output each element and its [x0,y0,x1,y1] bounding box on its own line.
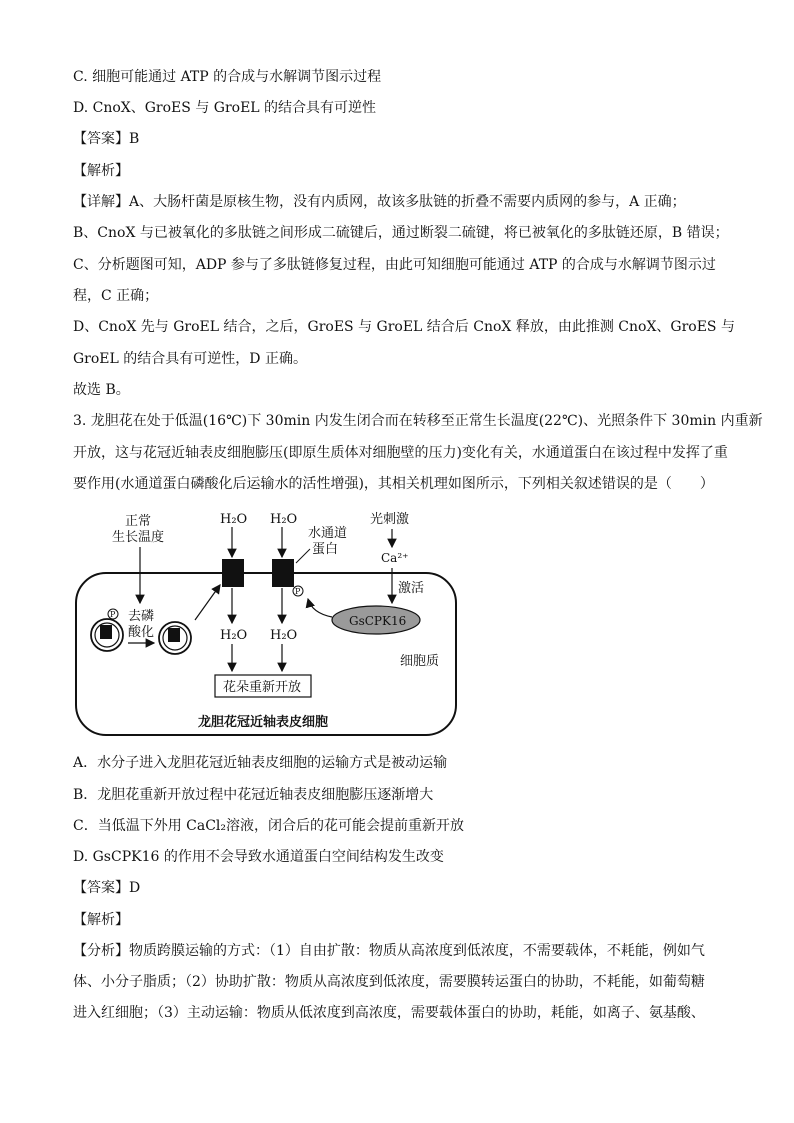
cell-membrane [76,573,456,735]
aquaporin-1 [222,559,244,587]
vesicle-dephosphorylated [159,622,191,654]
normal-temp-label-1: 正常 [125,514,152,529]
analysis-label-3: 【解析】 [73,912,129,928]
h2o-inner-1: H₂O [220,628,248,643]
phosphate-text-1: P [110,610,116,619]
detail-c-2: 程，C 正确； [73,288,159,304]
question-3-line-1: 3. 龙胆花在处于低温(16℃)下 30min 内发生闭合而在转移至正常生长温度(22℃)、光照条件下 30min 内重新 [73,413,763,429]
option-a: A．水分子进入龙胆花冠近轴表皮细胞的运输方式是被动运输 [73,755,448,771]
analysis-label-2: 【解析】 [73,163,129,179]
option-c: C．当低温下外用 CaCl₂溶液，闭合后的花可能会提前重新开放 [73,818,465,834]
analysis-3-line-2: 体、小分子脂质；（2）协助扩散：物质从高浓度到低浓度，需要膜转运蛋白的协助，不耗能，如葡萄糖 [73,974,705,990]
option-b: B．龙胆花重新开放过程中花冠近轴表皮细胞膨压逐渐增大 [73,787,434,803]
normal-temp-label-2: 生长温度 [112,530,165,545]
reopen-label: 花朵重新开放 [223,680,302,695]
aquaporin-label-1: 水通道 [308,526,348,541]
phosphorylation-arrow [308,599,332,617]
h2o-top-2: H₂O [270,512,298,527]
light-label: 光刺激 [370,512,410,527]
gscpk16-label: GsCPK16 [349,614,407,628]
analysis-3-line-1: 【分析】物质跨膜运输的方式：（1）自由扩散：物质从高浓度到低浓度，不需要载体，不耗能，例如气 [73,943,705,959]
detail-b: B、CnoX 与已被氧化的多肽链之间形成二硫键后，通过断裂二硫键，将已被氧化的多肽链还原，B 错误； [73,225,729,241]
conclusion-2: 故选 B。 [73,382,130,398]
aquaporin-2 [272,559,294,587]
question-3-line-3: 要作用(水通道蛋白磷酸化后运输水的活性增强)，其相关机理如图所示，下列相关叙述错误的是（ ） [73,476,714,492]
analysis-3-line-3: 进入红细胞；（3）主动运输：物质从低浓度到高浓度，需要载体蛋白的协助，耗能，如离子、氨基酸、 [73,1005,705,1021]
dephos-label-1: 去磷 [128,609,155,624]
answer-label-2: 【答案】B [73,131,140,147]
option-d: D. GsCPK16 的作用不会导致水通道蛋白空间结构发生改变 [73,849,444,865]
insert-arrow [195,585,220,620]
aquaporin-label-2: 蛋白 [312,542,339,557]
cell-label: 龙胆花冠近轴表皮细胞 [198,715,329,730]
detail-c-1: C、分析题图可知，ADP 参与了多肽链修复过程，由此可知细胞可能通过 ATP 的合成与水解调节图示过 [73,257,716,273]
answer-label-3: 【答案】D [73,880,141,896]
question-3-line-2: 开放，这与花冠近轴表皮细胞膨压(即原生质体对细胞壁的压力)变化有关，水通道蛋白在该过程中发挥了重 [73,445,728,461]
h2o-inner-2: H₂O [270,628,298,643]
detail-a: 【详解】A、大肠杆菌是原核生物，没有内质网，故该多肽链的折叠不需要内质网的参与，A 正确； [73,194,686,210]
option-c-prev: C. 细胞可能通过 ATP 的合成与水解调节图示过程 [73,69,382,85]
calcium-label: Ca²⁺ [381,551,409,565]
h2o-top-1: H₂O [220,512,248,527]
phosphate-text-2: P [295,587,301,596]
detail-d-2: GroEL 的结合具有可逆性，D 正确。 [73,351,307,367]
mechanism-diagram [70,505,470,740]
detail-d-1: D、CnoX 先与 GroEL 结合，之后，GroES 与 GroEL 结合后 CnoX 释放，由此推测 CnoX、GroES 与 [73,319,735,335]
vesicle-phosphorylated [91,609,123,651]
cytoplasm-label: 细胞质 [400,654,440,669]
option-d-prev: D. CnoX、GroES 与 GroEL 的结合具有可逆性 [73,100,377,116]
activate-label: 激活 [398,581,425,596]
dephos-label-2: 酸化 [128,625,155,640]
